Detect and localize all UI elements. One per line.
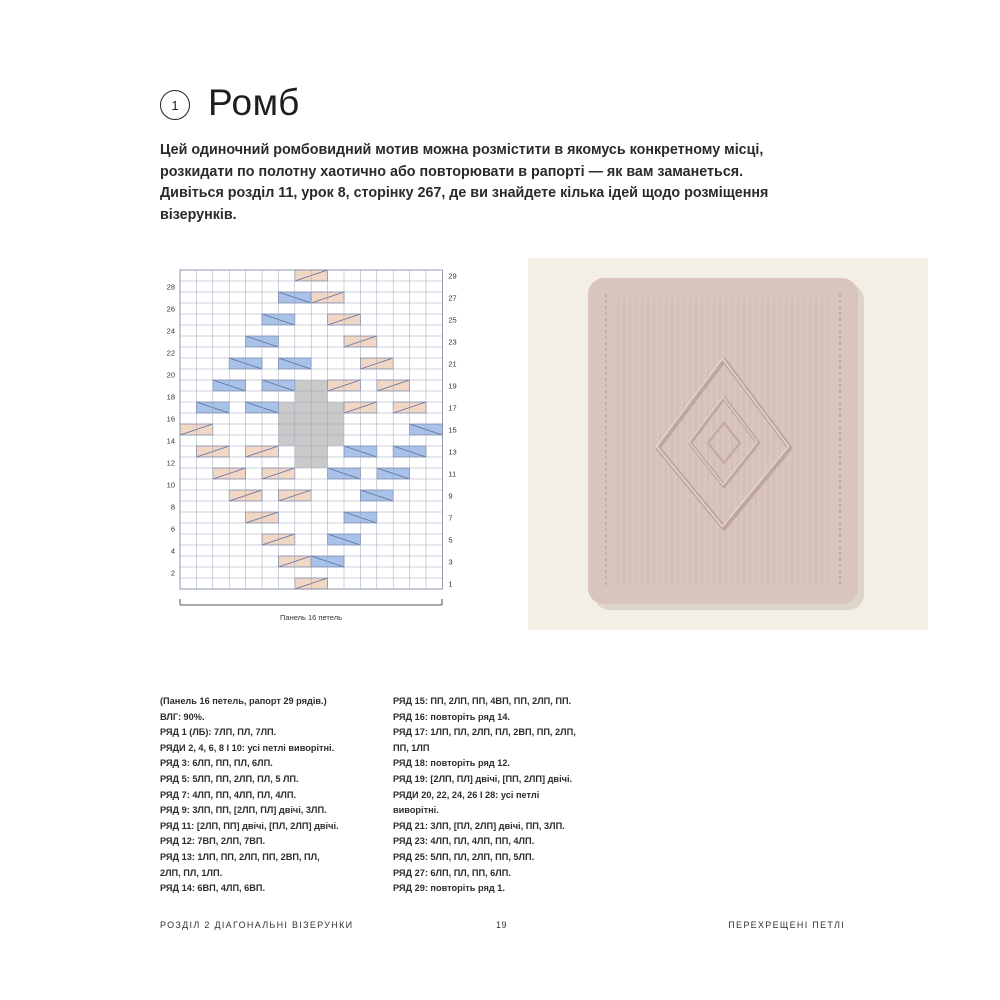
chart-row-label: 16 (166, 414, 175, 424)
chart-row-label: 3 (448, 557, 453, 567)
chart-row-label: 17 (448, 403, 457, 413)
chart-row-label: 23 (448, 337, 457, 347)
pattern-intro: Цей одиночний ромбовидний мотив можна розмістити в якомусь конкретному місці, розкидати по полотну хаотично або повторювати в рапорті — як вам заманеться. Дивіться розділ 11, урок 8, сторінку 267, де ви знайдете кілька ідей щодо розміщення візерунків. (160, 142, 769, 223)
footer-chapter: ПЕРЕХРЕЩЕНІ ПЕТЛІ (728, 920, 845, 930)
instruction-line: 2ЛП, ПЛ, 1ЛП. (160, 867, 223, 878)
chart-row-label: 26 (166, 304, 175, 314)
chart-row-label: 25 (448, 315, 457, 325)
chart-row-label: 1 (448, 579, 453, 589)
knitting-chart (150, 265, 480, 625)
instruction-line: РЯД 14: 6ВП, 4ЛП, 6ВП. (160, 883, 266, 894)
instruction-line: РЯД 21: 3ЛП, [ПЛ, 2ЛП] двічі, ПП, 3ЛП. (393, 820, 565, 831)
chart-row-label: 21 (448, 359, 457, 369)
chart-row-label: 9 (448, 491, 453, 501)
pattern-number: 1 (171, 97, 179, 113)
footer-section: РОЗДІЛ 2 ДІАГОНАЛЬНІ ВІЗЕРУНКИ (160, 920, 354, 930)
chart-row-label: 29 (448, 271, 457, 281)
chart-bracket (180, 599, 442, 605)
pattern-number-badge (160, 90, 190, 120)
instruction-line: РЯД 3: 6ЛП, ПП, ПЛ, 6ЛП. (160, 758, 273, 769)
pattern-title: Ромб (208, 82, 300, 123)
knitted-swatch-photo (528, 258, 928, 630)
chart-row-label: 27 (448, 293, 457, 303)
chart-row-label: 12 (166, 458, 175, 468)
chart-right-labels (448, 272, 456, 589)
instruction-line: РЯД 18: повторіть ряд 12. (393, 758, 510, 769)
instruction-line: виворітні. (393, 805, 439, 816)
chart-row-label: 19 (448, 381, 457, 391)
instruction-line: ВЛГ: 90%. (160, 711, 205, 722)
footer-page-number: 19 (496, 920, 508, 930)
instruction-line: РЯД 5: 5ЛП, ПП, 2ЛП, ПЛ, 5 ЛП. (160, 773, 299, 784)
chart-row-label: 5 (448, 535, 453, 545)
instructions-column-1 (160, 694, 339, 897)
chart-row-label: 13 (448, 447, 457, 457)
chart-row-label: 15 (448, 425, 457, 435)
instruction-line: РЯД 27: 6ЛП, ПЛ, ПП, 6ЛП. (393, 867, 511, 878)
instruction-line: РЯД 29: повторіть ряд 1. (393, 883, 505, 894)
chart-panel-label: Панель 16 петель (280, 613, 342, 622)
chart-grid (180, 270, 442, 589)
chart-row-label: 24 (166, 326, 175, 336)
instructions-column-2 (393, 694, 576, 897)
instruction-line: РЯД 11: [2ЛП, ПП] двічі, [ПЛ, 2ЛП] двічі. (160, 820, 339, 831)
instruction-line: РЯД 19: [2ЛП, ПЛ] двічі, [ПП, 2ЛП] двічі. (393, 773, 573, 784)
swatch-body (588, 278, 858, 604)
chart-row-label: 14 (166, 436, 175, 446)
chart-row-label: 7 (448, 513, 453, 523)
instruction-line: РЯДИ 20, 22, 24, 26 І 28: усі петлі (393, 789, 540, 800)
instruction-line: РЯД 16: повторіть ряд 14. (393, 711, 510, 722)
instruction-line: РЯД 17: 1ЛП, ПЛ, 2ЛП, ПЛ, 2ВП, ПП, 2ЛП, (393, 727, 576, 738)
chart-row-label: 8 (170, 502, 175, 512)
chart-row-label: 4 (170, 546, 175, 556)
instruction-line: РЯД 1 (ЛБ): 7ЛП, ПЛ, 7ЛП. (160, 727, 277, 738)
chart-row-label: 2 (170, 568, 175, 578)
instruction-line: РЯДИ 2, 4, 6, 8 І 10: усі петлі виворітні. (160, 742, 335, 753)
instruction-line: РЯД 15: ПП, 2ЛП, ПП, 4ВП, ПП, 2ЛП, ПП. (393, 696, 572, 706)
chart-row-label: 10 (166, 480, 175, 490)
chart-row-label: 6 (170, 524, 175, 534)
instruction-line: РЯД 13: 1ЛП, ПП, 2ЛП, ПП, 2ВП, ПЛ, (160, 851, 320, 862)
chart-row-label: 22 (166, 348, 175, 358)
instruction-line: (Панель 16 петель, рапорт 29 рядів.) (160, 696, 327, 706)
chart-row-label: 18 (166, 392, 175, 402)
chart-row-label: 20 (166, 370, 175, 380)
instruction-line: РЯД 7: 4ЛП, ПП, 4ЛП, ПЛ, 4ЛП. (160, 789, 297, 800)
chart-row-label: 11 (448, 469, 457, 479)
instruction-line: РЯД 25: 5ЛП, ПЛ, 2ЛП, ПП, 5ЛП. (393, 851, 535, 862)
chart-row-label: 28 (166, 282, 175, 292)
instruction-line: РЯД 23: 4ЛП, ПЛ, 4ЛП, ПП, 4ЛП. (393, 836, 535, 847)
instruction-line: РЯД 12: 7ВП, 2ЛП, 7ВП. (160, 836, 266, 847)
instruction-line: ПП, 1ЛП (393, 742, 430, 753)
chart-left-labels (167, 283, 175, 578)
instruction-line: РЯД 9: 3ЛП, ПП, [2ЛП, ПЛ] двічі, 3ЛП. (160, 805, 327, 816)
